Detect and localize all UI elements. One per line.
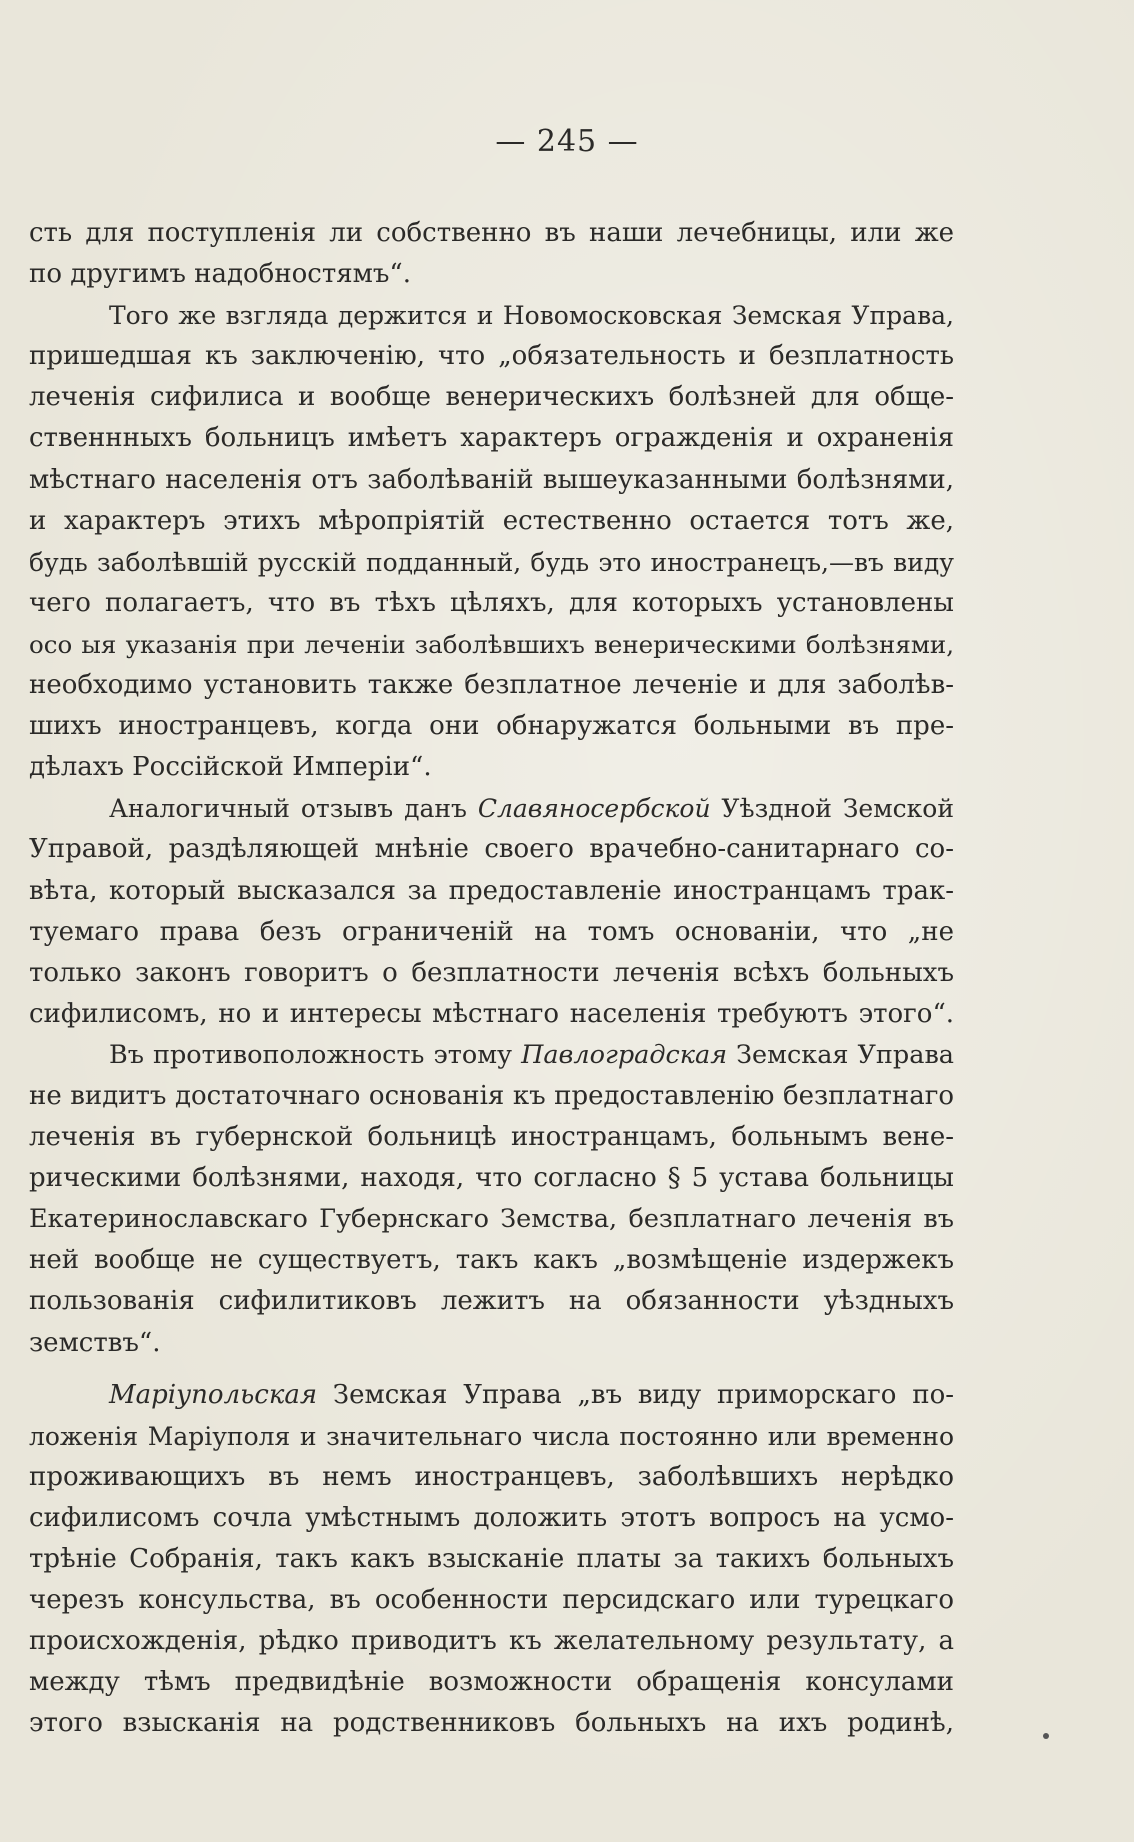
text-line: трѣніе Собранія, такъ какъ взысканіе платы за такихъ больныхъ <box>29 1544 954 1574</box>
text-line: чего полагаетъ, что въ тѣхъ цѣляхъ, для которыхъ установлены <box>29 587 954 618</box>
text-line: вѣта, который высказался за предоставленіе иностранцамъ трак- <box>29 875 954 906</box>
text-line: будь заболѣвшій русскій подданный, будь это иностранецъ,—въ виду <box>29 547 954 577</box>
page-number: — 245 — <box>495 124 639 159</box>
italic-text: Маріупольская <box>109 1379 318 1410</box>
text-line: туемаго права безъ ограниченій на томъ основаніи, что „не <box>29 916 954 947</box>
text-line: земствъ“. <box>29 1327 161 1358</box>
text-line: рическими болѣзнями, находя, что согласно § 5 устава больницы <box>29 1163 954 1194</box>
text-line: сифилисомъ сочла умѣстнымъ доложить этотъ вопросъ на усмо- <box>29 1502 954 1533</box>
text-line: черезъ консульства, въ особенности персидскаго или турецкаго <box>29 1585 954 1616</box>
text-line: осо ыя указанія при леченіи заболѣвшихъ венерическими болѣзнями, <box>29 629 954 659</box>
text-line: ней вообще не существуетъ, такъ какъ „возмѣщеніе издержекъ <box>29 1245 954 1276</box>
paragraph-gap <box>29 1364 954 1375</box>
text-line: и характеръ этихъ мѣропріятій естественно остается тотъ же, <box>29 505 954 536</box>
text-line: дѣлахъ Россійской Имперіи“. <box>29 752 432 783</box>
text-line <box>29 1375 954 1416</box>
text-line: шихъ иностранцевъ, когда они обнаружатся больными въ пре- <box>29 711 954 742</box>
text-line: леченія сифилиса и вообще венерическихъ болѣзней для обще- <box>29 382 954 413</box>
text-line: Екатеринославскаго Губернскаго Земства, безплатнаго леченія въ <box>29 1204 954 1235</box>
text-segment: Въ противоположность этому <box>109 1039 513 1070</box>
ink-speck <box>1043 1733 1049 1739</box>
text-line: Управой, раздѣляющей мнѣніе своего врачебно-санитарнаго со- <box>29 834 954 865</box>
text-line: сть для поступленія ли собственно въ наши лечебницы, или же <box>29 218 954 248</box>
text-line: пришедшая къ заключенію, что „обязательность и безплатность <box>29 341 954 372</box>
text-line: леченія въ губернской больницѣ иностранцамъ, больнымъ вене- <box>29 1122 954 1153</box>
text-line: ственнныхъ больницъ имѣетъ характеръ огражденія и охраненія <box>29 423 954 454</box>
text-line: ложенія Маріуполя и значительнаго числа постоянно или временно <box>29 1421 954 1451</box>
text-segment: Земская Управа „въ виду приморскаго по- <box>332 1379 954 1410</box>
text-line <box>29 1035 954 1076</box>
italic-text: Славяносербской <box>477 794 711 824</box>
text-line: мѣстнаго населенія отъ заболѣваній вышеуказанными болѣзнями, <box>29 464 954 495</box>
text-line: только законъ говоритъ о безплатности леченія всѣхъ больныхъ <box>29 957 954 988</box>
body-text <box>29 213 954 1744</box>
text-line: по другимъ надобностямъ“. <box>29 259 411 290</box>
text-line: между тѣмъ предвидѣніе возможности обращенія консулами <box>29 1667 954 1698</box>
italic-text: Павлоградская <box>521 1039 728 1070</box>
text-line: происхожденія, рѣдко приводитъ къ желательному результату, а <box>29 1626 954 1657</box>
text-line: проживающихъ въ немъ иностранцевъ, заболѣвшихъ нерѣдко <box>29 1461 954 1492</box>
text-line: сифилисомъ, но и интересы мѣстнаго населенія требуютъ этого“. <box>29 998 954 1029</box>
text-line <box>29 788 954 829</box>
text-line: необходимо установить также безплатное леченіе и для заболѣв- <box>29 670 954 701</box>
text-line: Того же взгляда держится и Новомосковская Земская Управа, <box>109 301 954 331</box>
text-line: не видитъ достаточнаго основанія къ предоставленію безплатнаго <box>29 1080 954 1111</box>
text-segment: Уѣздной Земской <box>721 794 954 824</box>
text-line: пользованія сифилитиковъ лежитъ на обязанности уѣздныхъ <box>29 1286 954 1317</box>
text-segment: Аналогичный отзывъ данъ <box>109 794 467 824</box>
text-line: этого взысканія на родственниковъ больныхъ на ихъ родинѣ, <box>29 1708 954 1739</box>
text-segment: Земская Управа <box>736 1039 954 1070</box>
